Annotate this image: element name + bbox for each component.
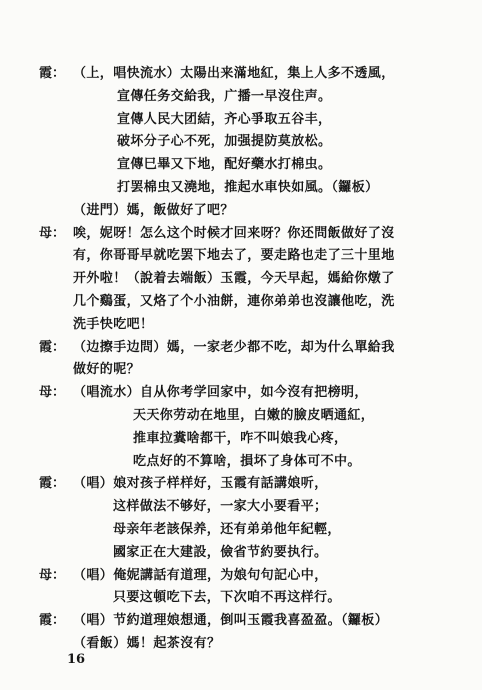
text-line: 这样做法不够好，一家大小要看平；	[113, 499, 328, 515]
page-number: 16	[67, 652, 86, 667]
speaker-label: 霞：	[39, 476, 66, 492]
text-line: 打罢棉虫又澆地，推起水車快如風。（鑼板）	[117, 180, 379, 195]
text-line: 天天你劳动在地里，白嫩的臉皮晒通紅，	[133, 408, 375, 423]
text-line: 洗手快吃吧！	[73, 316, 154, 332]
speaker-label: 母：	[39, 225, 66, 241]
text-line: （进門）媽，飯做好了吧？	[73, 202, 234, 218]
text-line: （唱）节約道理娘想通，倒叫玉霞我喜盈盈。（鑼板）	[73, 613, 389, 629]
speaker-label: 霞：	[39, 339, 66, 355]
text-line: 宣傳任务交給我，广播一早沒住声。	[117, 88, 332, 104]
text-line: 几个鷄蛋，又烙了个小油餅，連你弟弟也沒讓他吃，洗	[73, 294, 395, 309]
text-line: 國家正在大建設，儉省节約要执行。	[113, 544, 328, 560]
text-line: 母亲年老該保养，还有弟弟他年紀輕，	[113, 522, 341, 537]
text-line: 开外啦！（說着去端飯）玉霞，今天早起，媽給你燉了	[73, 271, 395, 287]
text-line: 吃点好的不算啥，損坏了身体可不中。	[133, 453, 361, 469]
text-line: 破坏分子心不死，加强提防莫放松。	[117, 134, 332, 150]
text-line: 唉，妮呀！怎么这个时候才回来呀？你还問飯做好了沒	[73, 225, 395, 241]
text-line: （唱）娘对孩子样样好，玉霞有話講娘听，	[73, 476, 328, 492]
speaker-label: 霞：	[39, 66, 66, 81]
speaker-label: 母：	[39, 385, 66, 401]
text-line: 只要这頓吃下去，下次咱不再这样行。	[113, 590, 341, 606]
text-line: （唱流水）自从你考学回家中，如今沒有把榜明，	[73, 385, 368, 401]
text-line: （上，唱快流水）太陽出来滿地紅，集上人多不透風，	[73, 66, 395, 81]
text-line: （唱）俺妮講話有道理，为娘句句記心中，	[73, 567, 328, 583]
speaker-label: 霞：	[39, 613, 66, 629]
text-line: 有，你哥哥早就吃罢下地去了，要走路也走了三十里地	[73, 248, 395, 264]
text-line: （看飯）媽！起茶沒有？	[73, 636, 221, 651]
text-line: 宣傳人民大团結，齐心爭取五谷丰，	[117, 111, 332, 127]
speaker-label: 母：	[39, 567, 66, 583]
text-line: 宣傳巳畢又下地，配好藥水打棉虫。	[117, 157, 332, 173]
text-line: 推車拉糞啥都干，咋不叫娘我心疼，	[133, 430, 348, 446]
text-line: （边擦手边問）媽，一家老少都不吃，却为什么單給我	[73, 339, 395, 355]
text-line: 做好的呢？	[73, 362, 141, 378]
